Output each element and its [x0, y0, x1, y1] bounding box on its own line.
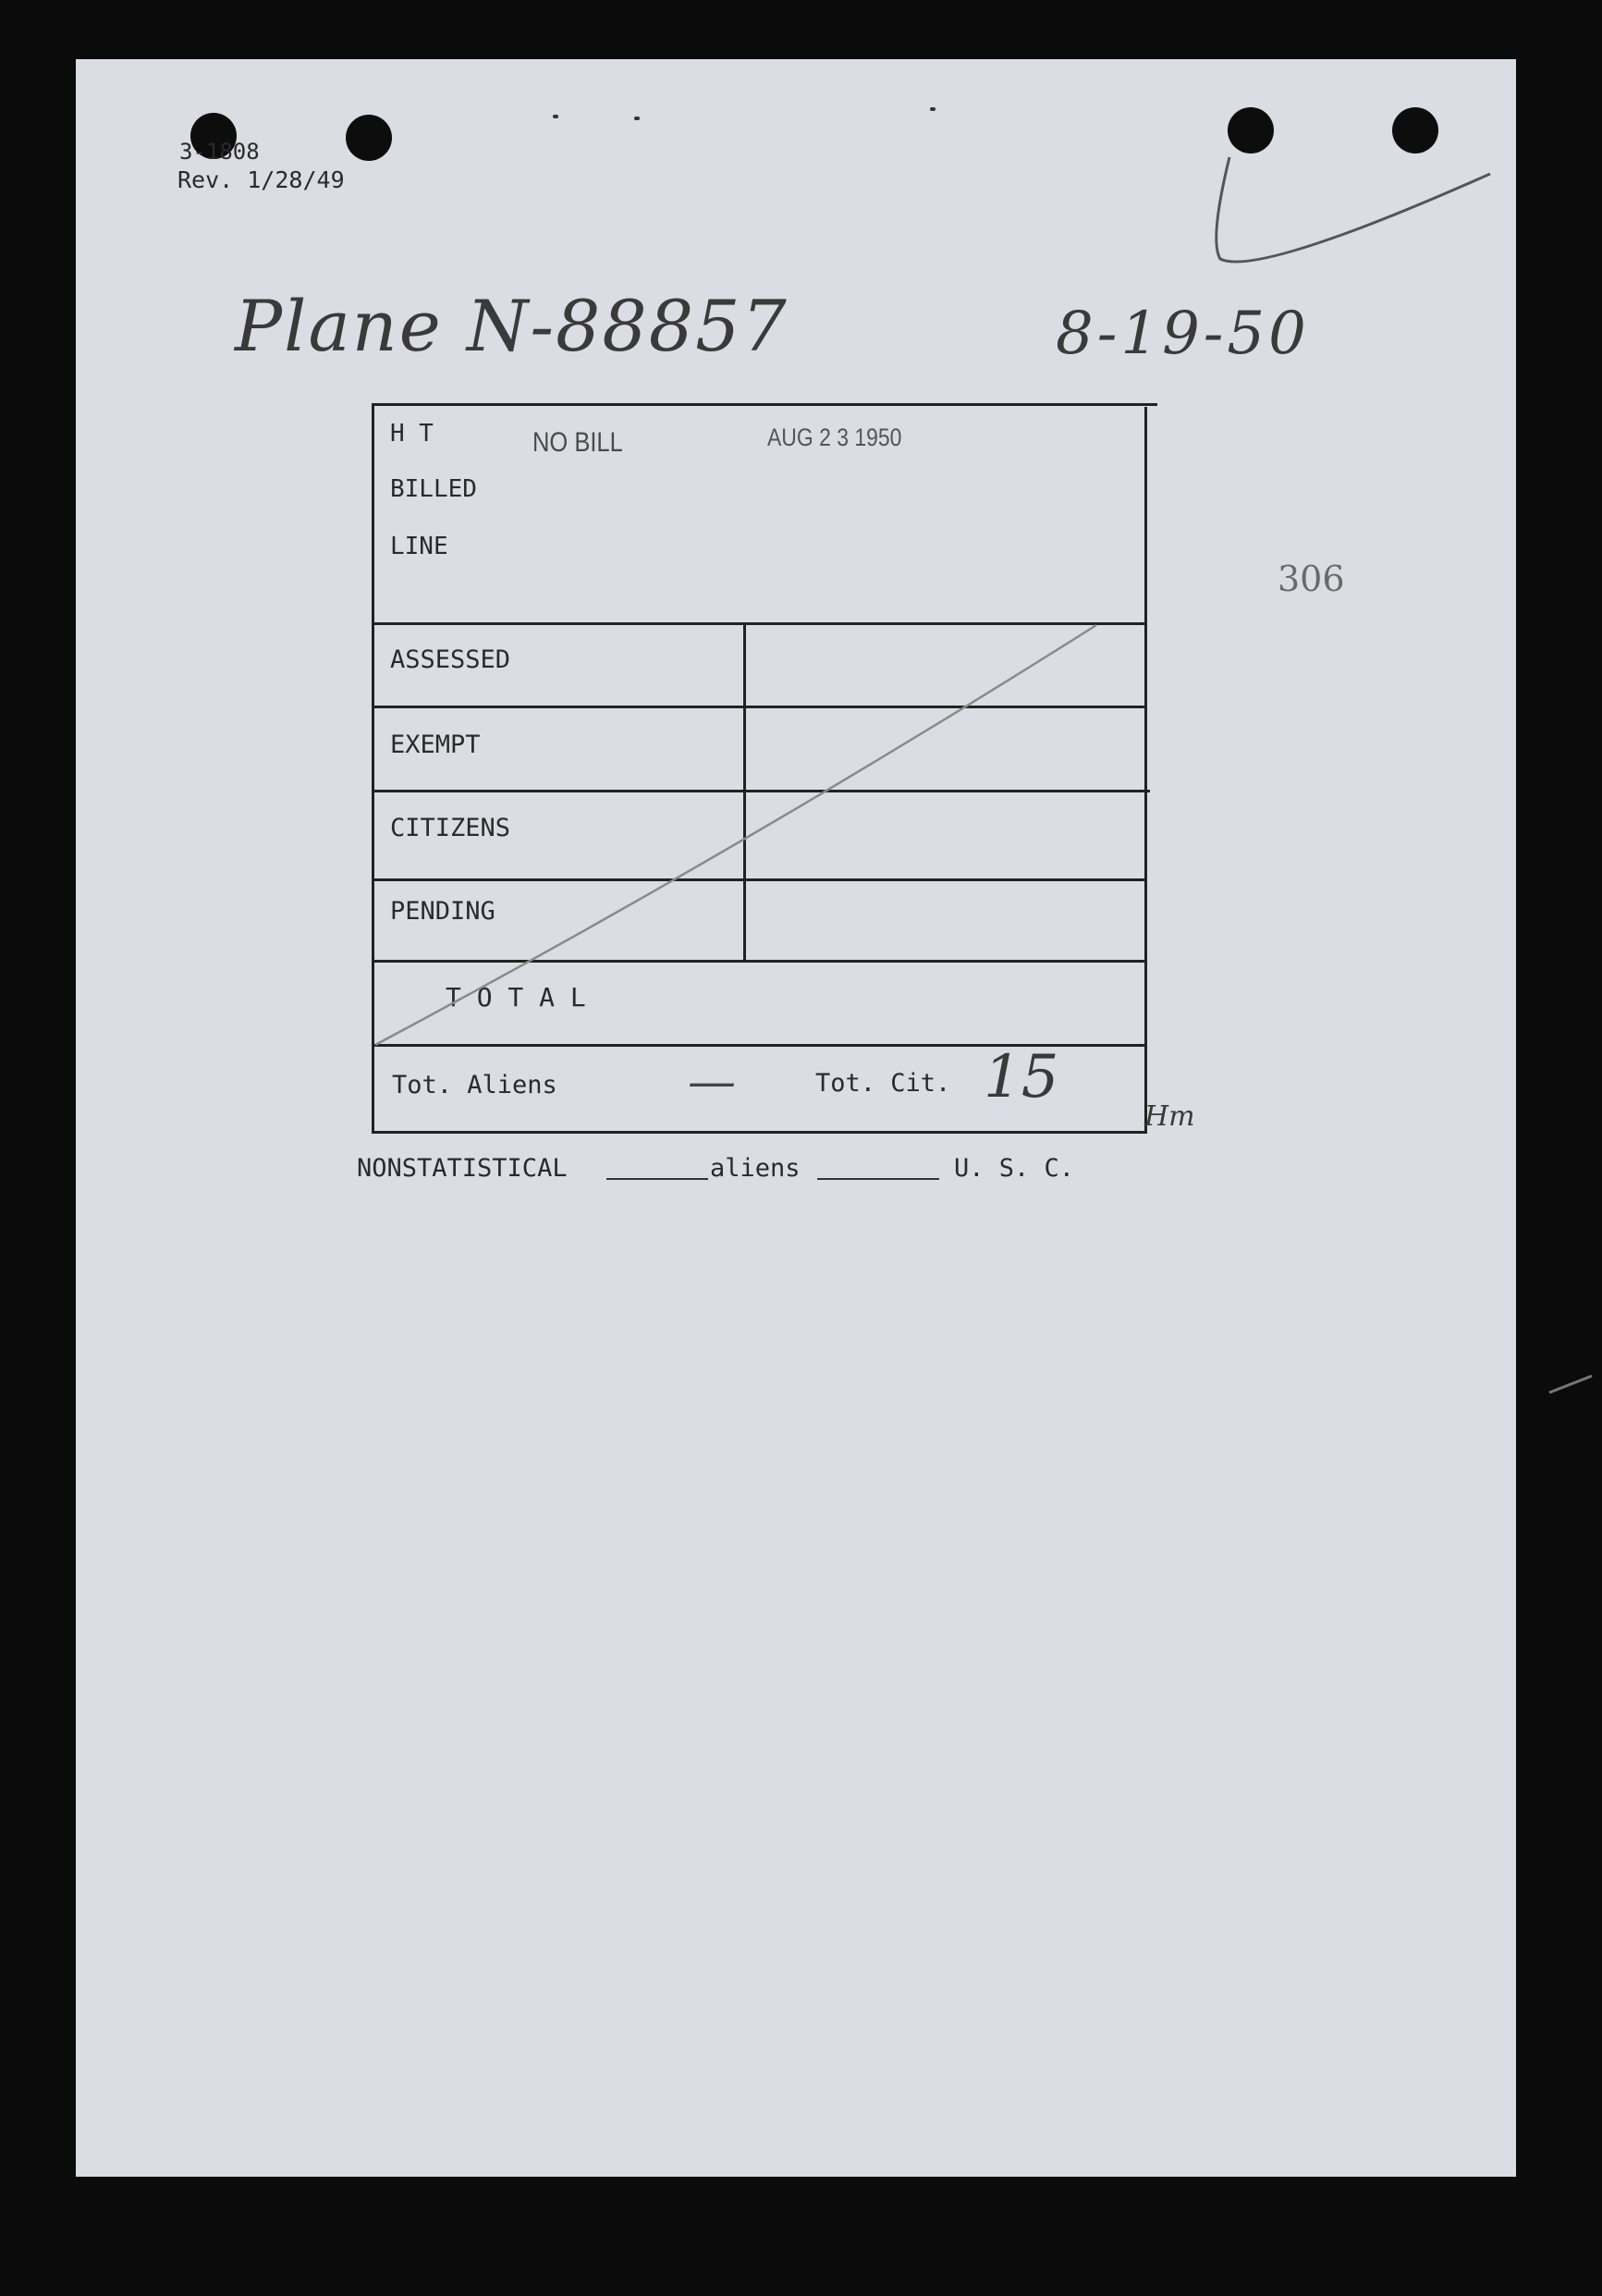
tot-aliens-label: Tot. Aliens: [392, 1071, 557, 1099]
speck: [930, 107, 936, 111]
tot-cit-value: 15: [984, 1043, 1059, 1111]
punch-hole-3: [1228, 107, 1274, 153]
margin-stroke: [1549, 1376, 1592, 1393]
row-divider: [372, 706, 1146, 708]
table-border-top: [372, 403, 1157, 406]
handwritten-date: 8-19-50: [1056, 300, 1310, 368]
header-line: LINE: [390, 533, 448, 560]
blank-line: [817, 1178, 939, 1180]
date-stamp: AUG 2 3 1950: [767, 424, 902, 451]
table-border-left: [372, 403, 374, 1134]
usc-label: U. S. C.: [954, 1154, 1075, 1183]
no-bill-stamp: NO BILL: [532, 427, 623, 458]
nonstatistical-label: NONSTATISTICAL: [357, 1154, 568, 1183]
document-page: [76, 59, 1516, 2177]
table-border-bottom: [372, 1131, 1146, 1134]
tot-aliens-dash: —: [688, 1054, 736, 1110]
speck: [553, 115, 558, 118]
row-exempt: EXEMPT: [390, 731, 481, 759]
form-number: 3-1808: [179, 139, 260, 165]
punch-hole-2: [346, 115, 392, 161]
row-assessed: ASSESSED: [390, 645, 511, 674]
punch-hole-4: [1392, 107, 1438, 153]
column-divider: [743, 624, 746, 962]
header-ht: H T: [390, 420, 434, 448]
initials: Hm: [1144, 1100, 1195, 1133]
row-divider: [372, 960, 1146, 963]
row-divider: [372, 878, 1146, 881]
header-billed: BILLED: [390, 475, 477, 503]
speck: [634, 117, 640, 120]
blank-line: [606, 1178, 708, 1180]
row-pending: PENDING: [390, 897, 495, 926]
row-divider: [372, 790, 1150, 792]
stamp-number: 306: [1278, 559, 1345, 599]
aliens-label: aliens: [710, 1154, 801, 1183]
row-total: T O T A L: [446, 982, 586, 1013]
tot-cit-label: Tot. Cit.: [815, 1069, 951, 1098]
row-divider: [372, 622, 1146, 625]
row-citizens: CITIZENS: [390, 814, 511, 842]
plane-number: Plane N-88857: [235, 285, 789, 367]
table-border-right: [1144, 407, 1147, 1134]
form-revision: Rev. 1/28/49: [177, 166, 345, 193]
